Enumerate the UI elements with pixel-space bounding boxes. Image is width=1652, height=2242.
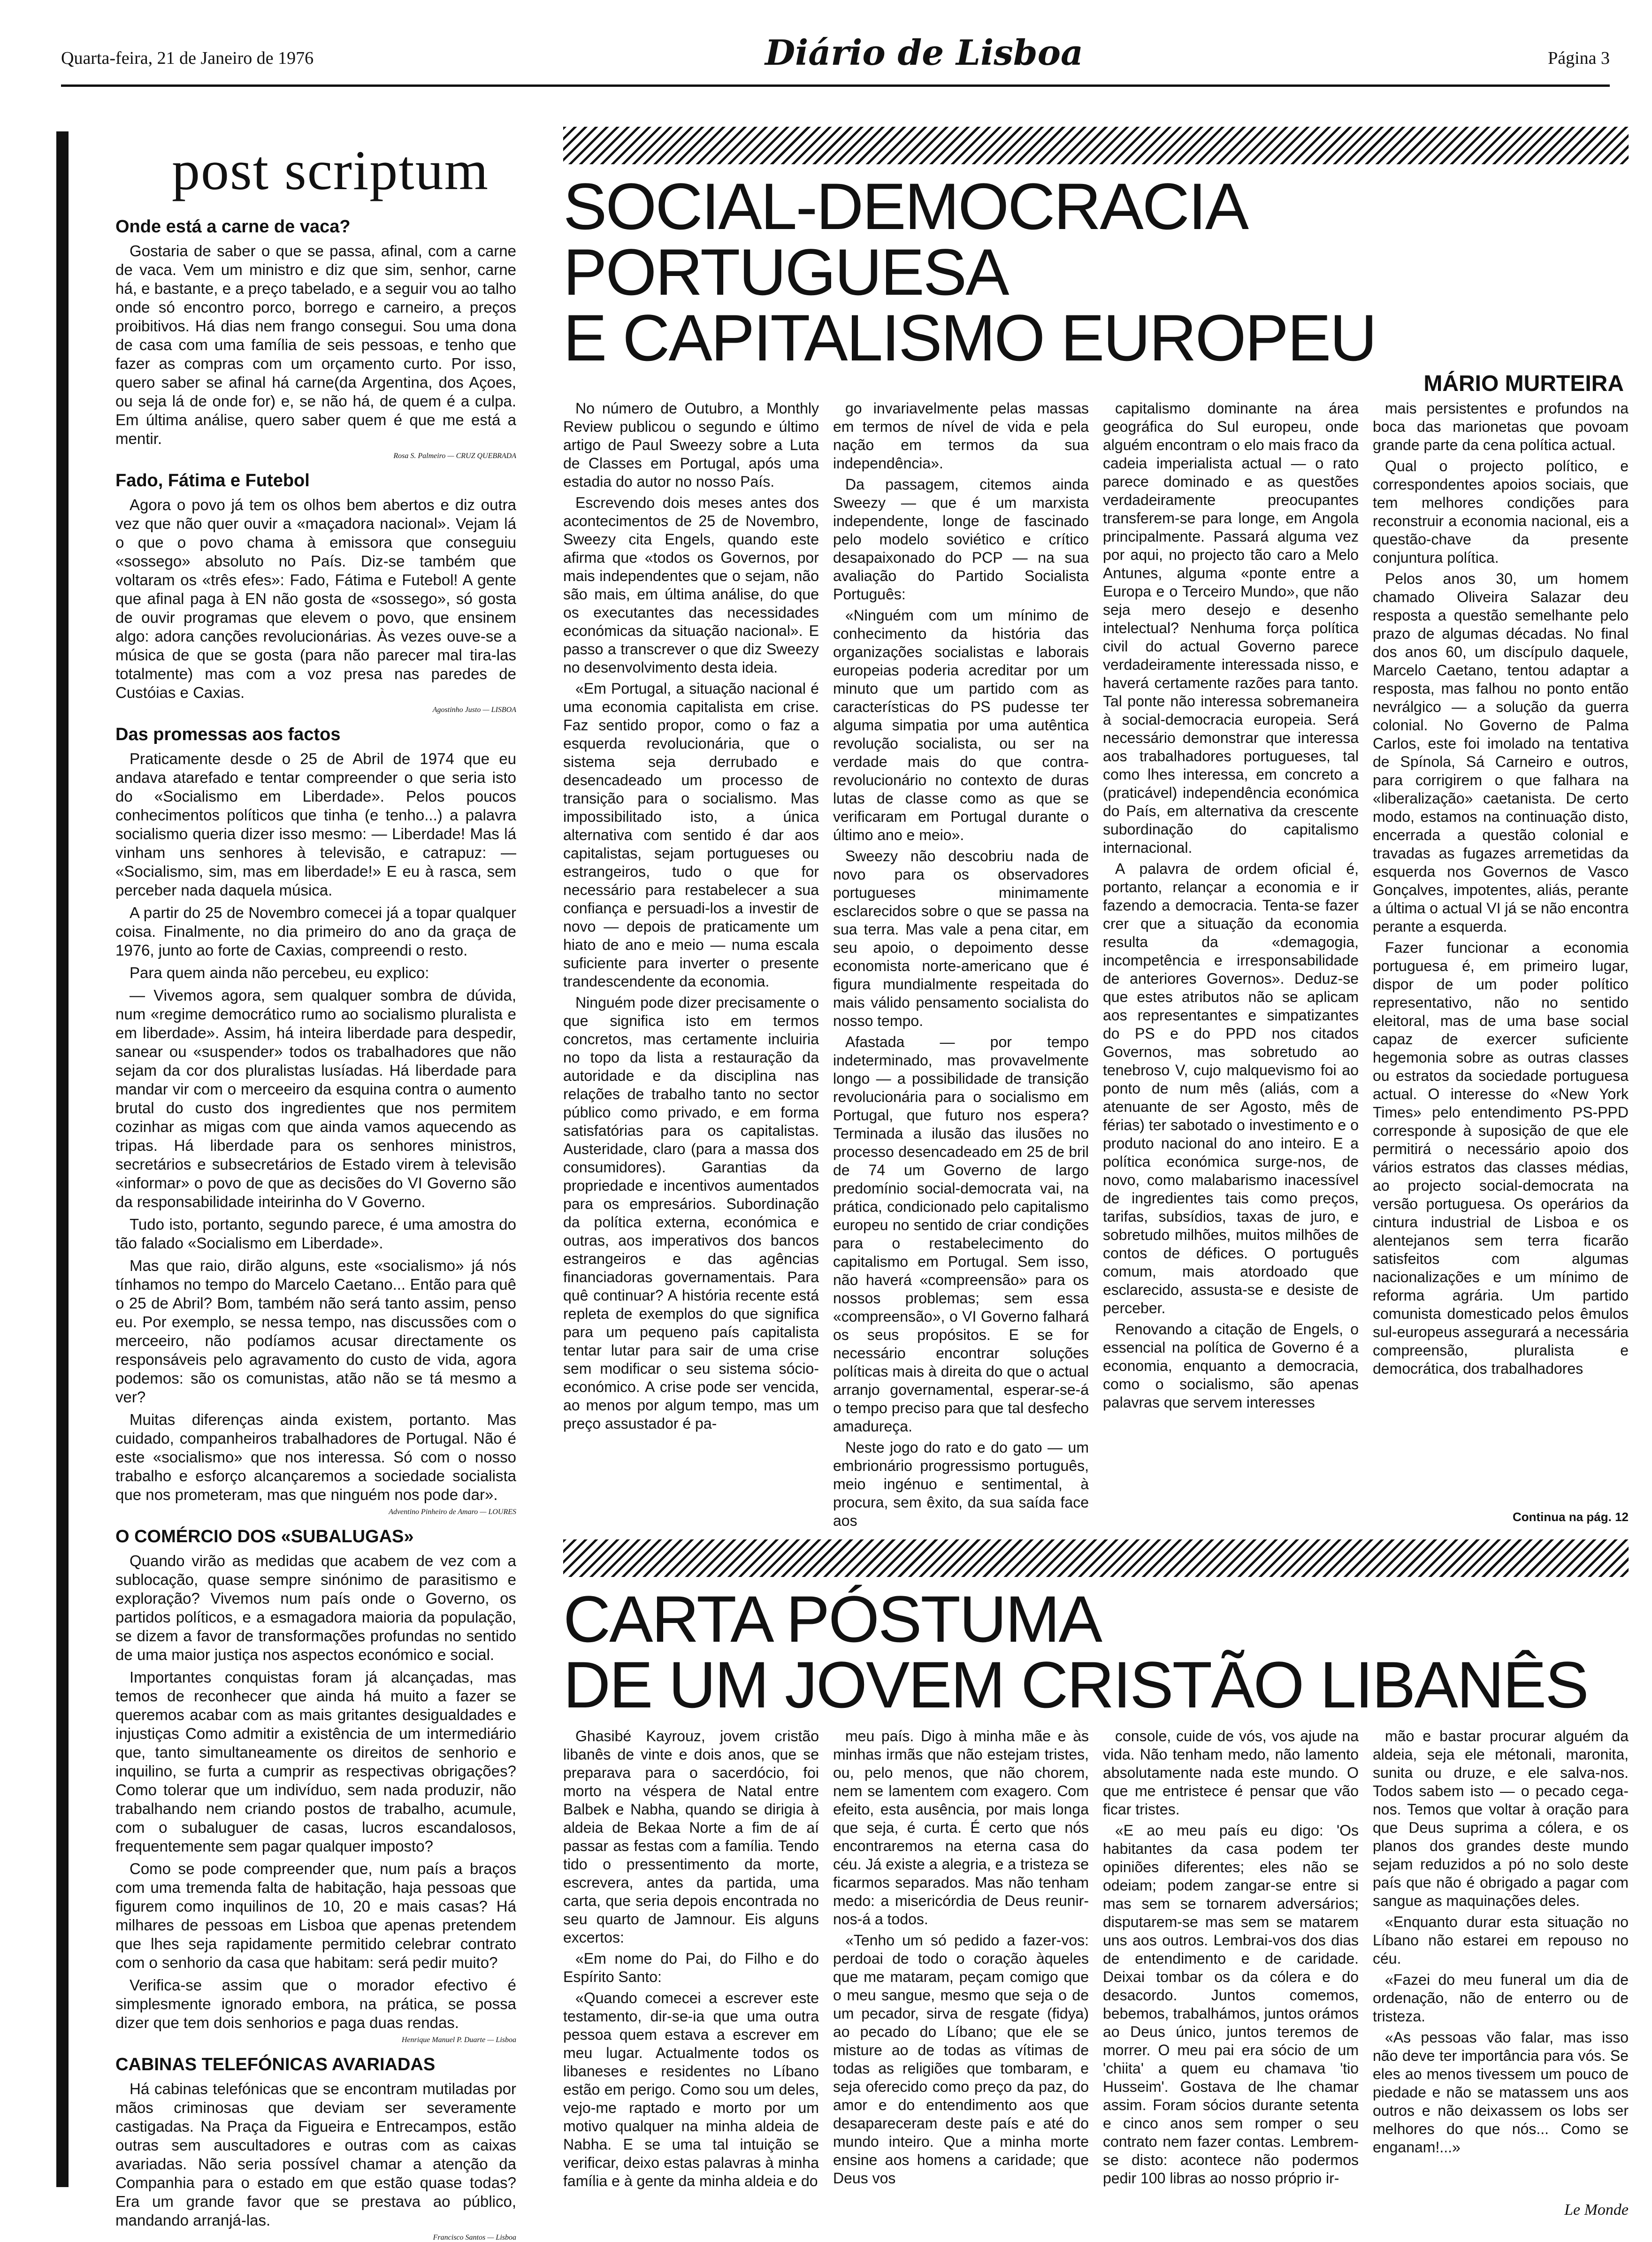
paragraph: Afastada — por tempo indeterminado, mas provavelmente longo — a possibilidade de transição revolucionária para o socialismo em Portugal, que futuro nos espera? Terminada a ilusão das ilusões no processo desencadeado em 25 de bril de 74 um Governo de largo predomínio social-democrata vai, na prática, condicionado pelo capitalismo europeu no sentido de criar condições para o restabelecimento do capitalismo em Portugal. Sem isso, não haverá «compreensão» para os nossos problemas; sem essa «compreensão», o VI Governo falhará os seus propósitos. E se for necessário encontrar soluções políticas mais à direita do que o actual arranjo governamental, esperar-se-á o tempo preciso para que tal desfecho amadureça. [833,1033,1089,1435]
letter-paragraph: — Vivemos agora, sem qualquer sombra de dúvida, num «regime democrático rumo ao socialismo pluralista e em liberdade». Assim, há inteira liberdade para despedir, sanear ou «suspender» todos os trabalhadores que não sejam da cor dos pluralistas lusíadas. Há liberdade para mandar vir com o merceeiro da esquina contra o aumento brutal do custo dos ingredientes que nos permitem cozinhar as migas com que ainda vamos aquecendo as tripas. Há liberdade para os senhores ministros, secretários e subsecretários de Estado virem à televisão «informar» o povo de que as decisões do VI Governo são da responsabilidade inteirinha do V Governo. [115,987,516,1210]
byline: MÁRIO MURTEIRA [1423,371,1624,396]
section-title: post scriptum [172,139,489,201]
post-scriptum-column [56,131,526,2242]
paragraph: «E ao meu país eu digo: 'Os habitantes da casa podem ter opiniões diferentes; eles não se odeiam; podem zangar-se entre si mas sem se tornarem adversários; disputarem-se mas sem se matarem uns aos outros. Lembrai-vos dos dias de entendimento e de caridade. Deixai tombar os da cólera e do desacordo. Juntos comemos, bebemos, trabalhámos, juntos orámos ao Deus único, juntos teremos de morrer. O meu pai era sócio de um 'chiita' a quem eu chamava 'tio Husseim'. Gostava de lhe chamar assim. Foram sócios durante setenta e cinco anos sem romper o seu contrato nem fazer contas. Lembrem-se disto: acontece não podermos pedir 100 libras ao nosso próprio ir- [1103,1822,1359,2187]
letter-heading: Onde está a carne de vaca? [115,217,351,237]
letter-paragraph: Mas que raio, dirão alguns, este «socialismo» já nós tínhamos no tempo do Marcelo Caetano... Então para quê o 25 de Abril? Bom, também não será tanto assim, penso eu. Por exemplo, se nessa tempo, nas discussões com o merceeiro, não podíamos acusar directamente os responsáveis pelo agravamento do custo de vida, agora podemos: são os comunistas, atão não se tá mesmo a ver? [115,1257,516,1406]
paragraph: Neste jogo do rato e do gato — um embrionário progressismo português, meio ingénuo e sentimental, à procura, sem êxito, da sua saída face aos [833,1439,1089,1529]
headline-line: PORTUGUESA [563,235,1008,309]
article-source: Le Monde [1564,2201,1629,2219]
paragraph: Ghasibé Kayrouz, jovem cristão libanês de vinte e dois anos, que se preparava para o sacerdócio, foi morto na véspera de Natal entre Balbek e Nabha, quando se dirigia à aldeia de Bekaa Norte a fim de aí passar as festas com a família. Tendo tido o pressentimento da morte, escrevera, antes da partida, uma carta, que seria depois encontrada no seu quarto de Jamnour. Eis alguns excertos: [563,1728,819,1946]
letter-paragraph: Verifica-se assim que o morador efectivo é simplesmente ignorado embora, na prática, se possa dizer que tem dois senhorios e paga duas rendas. [115,1976,516,2031]
article-headline [563,169,1629,375]
letter-paragraph: Tudo isto, portanto, segundo parece, é uma amostra do tão falado «Socialismo em Liberdade». [115,1216,516,1252]
paragraph: console, cuide de vós, vos ajude na vida. Não tenham medo, não lamento absolutamente nada este mundo. O que me entristece é pensar que vão ficar tristes. [1103,1728,1359,1818]
paragraph: meu país. Digo à minha mãe e às minhas irmãs que não estejam tristes, ou, pelo menos, que não chorem, nem se lamentem com exagero. Com efeito, esta ausência, por mais longa que seja, é curta. É certo que nós encontraremos na eterna casa do céu. Já existe a alegria, e a tristeza se ficarmos separados. Mas não tenham medo: a misericórdia de Deus reunir-nos-á a todos. [833,1728,1089,1928]
letter-paragraph: Há cabinas telefónicas que se encontram mutiladas por mãos criminosas que deviam ser severamente castigadas. Na Praça da Figueira e Entrecampos, estão outras sem auscultadores e outras com as caixas avariadas. Não seria possível chamar a atenção da Companhia para o estado em que estão quase todas? Era um grande favor que se prestava ao público, mandando arranjá-las. [115,2080,516,2229]
letter-heading: CABINAS TELEFÓNICAS AVARIADAS [115,2055,436,2074]
paragraph: mão e bastar procurar alguém da aldeia, seja ele métonali, maronita, sunita ou druze, e ele salva-nos. Todos sabem isto — o pecado cega-nos. Temos que voltar à oração para que Deus suprima a cólera, e os planos dos grandes deste mundo sejam reduzidos a pó no solo deste país que não é obrigado a pagar com sangue as maquinações deles. [1373,1728,1629,1909]
paragraph: «Tenho um só pedido a fazer-vos: perdoai de todo o coração àqueles que me mataram, peçam comigo que o meu sangue, mesmo que seja o de um pecador, sirva de resgate (fidya) ao pecado do Líbano; que ele se misture ao de todas as vítimas de todas as religiões que tombaram, e seja oferecido como preço da paz, do amor e do entendimento aos que desapareceram deste país e até do mundo inteiro. Que a minha morte ensine aos homens a caridade; que Deus vos [833,1932,1089,2187]
letter-paragraph: Como se pode compreender que, num país a braços com uma tremenda falta de habitação, haja pessoas que figurem como inquilinos de 10, 20 e mais casas? Há milhares de pessoas em Lisboa que apenas pretendem que lhes seja rapidamente permitido celebrar contrato com o senhorio da casa que habitam: será pedir muito? [115,1860,516,1971]
article-headline [563,1582,1629,1722]
letter-paragraph: Muitas diferenças ainda existem, portanto. Mas cuidado, companheiros trabalhadores de Portugal. Não é este «socialismo» que nos interessa. Só com o nosso trabalho e esforço alcançaremos a sociedade socialista que nos prometeram, mas que ninguém nos pode dar». [115,1411,516,1503]
letter-signature: Agostinho Justo — LISBOA [432,706,516,714]
paragraph: «As pessoas vão falar, mas isso não deve ter importância para vós. Se eles ao menos tivessem um pouco de piedade e não se matassem uns aos outros e não deixassem os lobs ser melhores do que nós... Como se enganam!...» [1373,2029,1629,2156]
paragraph: capitalismo dominante na área geográfica do Sul europeu, onde alguém encontram o elo mais fraco da cadeia imperialista actual — o rato parece dominado e as questões verdadeiramente preocupantes transferem-se para longe, em Angola principalmente. Passará alguma vez por aqui, no projecto tão caro a Melo Antunes, alguma «ponte entre a Europa e o Terceiro Mundo», que não seja mero desejo e desenho intelectual? Nenhuma força política civil do actual Governo parece verdadeiramente interessada nisso, e haverá certamente razões para tanto. Tal ponte não interessa sobremaneira à social-democracia europeia. Será necessário demonstrar que interessa aos trabalhadores portugueses, tal como lhes interessa, em concreto a (praticável) independência económica do País, em alternativa da crescente subordinação do capitalismo internacional. [1103,400,1359,856]
letter-heading: Das promessas aos factos [115,725,341,744]
paragraph: Sweezy não descobriu nada de novo para os observadores portugueses minimamente esclarecidos sobre o que se passa na sua terra. Mas vale a pena citar, em seu apoio, o depoimento desse economista norte-americano que é figura mundialmente respeitada do mais válido pensamento socialista do nosso tempo. [833,848,1089,1029]
paragraph: A palavra de ordem oficial é, portanto, relançar a economia e ir fazendo a democracia. Tenta-se fazer crer que a situação da economia resulta da «demagogia, incompetência e irresponsabilidade de anteriores Governos». Deduz-se que estes atributos não se aplicam aos representantes e simpatizantes do PS e do PPD nos citados Governos, mas sobretudo ao tenebroso V, cujo malquevismo foi ao ponto de num mês (aliás, com a atenuante de ser Agosto, mês de férias) ter sabotado o investimento e o produto nacional do ano inteiro. E a política económica surge-nos, de novo, como malabarismo inacessível de ingredientes tais como preços, tarifas, subsídios, taxas de juro, e sobretudo milhões, muitos milhões de contos de défices. O português comum, mais atordoado que esclarecido, assusta-se e desiste de perceber. [1103,860,1359,1316]
paragraph: «Fazei do meu funeral um dia de ordenação, não de enterro ou de tristeza. [1373,1971,1629,2025]
letter-signature: Henrique Manuel P. Duarte — Lisboa [401,2036,516,2044]
letter-heading: O COMÉRCIO DOS «SUBALUGAS» [115,1527,414,1546]
text-column [833,399,1089,1529]
letter-paragraph: Gostaria de saber o que se passa, afinal, com a carne de vaca. Vem um ministro e diz que sim, senhor, carne há, e bastante, e a preço tabelado, e a seguir vou ao talho onde só encontro porco, borrego e carneiro, a preços proibitivos. Há dias nem frango consegui. Sou uma dona de casa com uma família de seis pessoas, e tenho que fazer as compras com um orçamento curto. Por isso, quero saber se afinal há carne(da Argentina, dos Açoes, ou seja lá de onde for) e, se não há, de quem é a culpa. Em última análise, quero saber quem é que me está a mentir. [115,242,516,447]
paragraph: Ninguém pode dizer precisamente o que significa isto em termos concretos, mas certamente incluiria no topo da lista a restauração da autoridade e da disciplina nas relações de trabalho tanto no sector público como privado, e em forma satisfatórias para os capitalistas. Austeridade, claro (para a massa dos consumidores). Garantias da propriedade e incentivos aumentados para os empresários. Subordinação da política externa, económica e outras, aos imperativos dos bancos estrangeiros e das agências financiadoras governamentais. Para quê continuar? A história recente está repleta de exemplos do que significa para um pequeno país capitalista tentar lutar para sair de uma crise sem modificar o seu sistema sócio-económico. A crise pode ser vencida, ao menos por algum tempo, mas um preço assustador é pa- [563,994,819,1432]
paragraph: go invariavelmente pelas massas em termos de nível de vida e pela nação em termos da sua independência». [833,400,1089,472]
letter-paragraph: Agora o povo já tem os olhos bem abertos e diz outra vez que não quer ouvir a «maçadora nacional». Vejam lá o que o povo chama à emissora que conseguiu «sossego» absoluto no País. Diz-se também que voltaram os «três efes»: Fado, Fátima e Futebol! A gente que afinal paga à EN não gosta de «sossego», só gosta de ouvir programas que elevem o povo, que ensinem algo: adora canções revolucionárias. Às vezes ouve-se a música de que se gosta (para não parecer mal tira-las totalmente) mas com a voz presa nas paredes de Custóias e Caxias. [115,496,516,701]
text-column [1103,399,1359,1507]
continued-note: Continua na pág. 12 [1512,1510,1629,1524]
letter-signature: Francisco Santos — Lisboa [433,2234,516,2242]
page-number: Página 3 [1548,48,1610,68]
article-social-democracia [563,127,1629,1529]
headline-line: SOCIAL-DEMOCRACIA [563,169,1248,243]
paragraph: Escrevendo dois meses antes dos acontecimentos de 25 de Novembro, Sweezy cita Engels, quando este afirma que «todos os Governos, por mais independentes que o sejam, não são mais, em última análise, do que os executantes das necessidades económicas da situação nacional». E passo a transcrever o que diz Sweezy no desenvolvimento desta ideia. [563,494,819,676]
paragraph: «Quando comecei a escrever este testamento, dir-se-ia que uma outra pessoa quem estava a escrever em meu lugar. Actualmente todos os libaneses e residentes no Líbano estão em perigo. Como sou um deles, vejo-me raptado e morto por um motivo qualquer na minha aldeia de Nabha. E se uma tal intuição se verificar, deixo estas palavras à minha família e à gente da minha aldeia e do [563,1989,819,2189]
paragraph: mais persistentes e profundos na boca das marionetas que povoam grande parte da cena política actual. [1373,400,1629,453]
letter-signature: Rosa S. Palmeiro — CRUZ QUEBRADA [393,452,516,460]
letter-paragraph: Praticamente desde o 25 de Abril de 1974 que eu andava atarefado e tentar compreender o que seria isto do «Socialismo em Liberdade». Pelos poucos conhecimentos políticos que tinha (e tenho...) a palavra socialismo queria dizer isso mesmo: — Liberdade! Mas lá vinham uns senhores à televisão, e catrapuz: — «Socialismo, sim, mas em liberdade!» E eu à rasca, sem perceber nada daquela música. [115,750,516,899]
letter-paragraph: A partir do 25 de Novembro comecei já a topar qualquer coisa. Finalmente, no dia primeiro do ano da graça de 1976, junto ao forte de Caxias, compreendi o resto. [115,904,516,959]
article-carta-postuma [563,1539,1629,2219]
letter-paragraph: Para quem ainda não percebeu, eu explico: [130,964,429,981]
text-column [833,1727,1089,2196]
paragraph: «Enquanto durar esta situação no Líbano não estarei em repouso no céu. [1373,1913,1629,1967]
article-columns [563,1727,1629,2196]
paragraph: «Em nome do Pai, do Filho e do Espírito Santo: [563,1950,819,1985]
text-column [1373,1727,1629,2196]
masthead: Diário de Lisboa [765,33,1083,73]
paragraph: No número de Outubro, a Monthly Review publicou o segundo e último artigo de Paul Sweezy sobre a Luta de Classes em Portugal, após uma estadia do autor no nosso País. [563,400,819,490]
paragraph: «Ninguém com um mínimo de conhecimento da história das organizações socialistas e laborais europeias poderia acreditar por um minuto que um partido com as características do PS pudesse ter alguma simpatia por uma autêntica revolução socialista, ou ser na verdade mais do que contra-revolucionário no contexto de duras lutas de classe como as que se verificaram em Portugal durante o último ano e meio». [833,607,1089,843]
hatch-bar [563,1539,1629,1577]
text-column [563,399,819,1507]
paragraph: Fazer funcionar a economia portuguesa é, em primeiro lugar, dispor de um poder político representativo, não no sentido eleitoral, mas de uma base social capaz de exercer suficiente hegemonia sobre as outras classes ou estratos da sociedade portuguesa actual. O interesse do «New York Times» pelo entendimento PS-PPD corresponde à suposição de que ele permitirá o necessário apoio dos vários estratos das classes médias, ao projecto social-democrata na versão portuguesa. Os operários da cintura industrial de Lisboa e os alentejanos sem terra ficarão satisfeitos com algumas nacionalizações e um mínimo de reforma agrária. Um partido comunista domesticado pelos êmulos sul-europeus assegurará a necessária compreensão, pluralista e democrática, dos trabalhadores [1373,939,1629,1377]
letter-paragraph: Quando virão as medidas que acabem de vez com a sublocação, quase sempre sinónimo de parasitismo e exploração? Vivemos num país onde o Governo, os partidos políticos, e a esmagadora maioria da população, se dizem a favor de transformações profundas no sentido de uma maior justiça nos aspectos económico e social. [115,1552,516,1663]
paragraph: «Em Portugal, a situação nacional é uma economia capitalista em crise. Faz sentido propor, como o faz a esquerda revolucionária, que o sistema seja derrubado e desencadeado um processo de transição para o socialismo. Mas impossibilitado isto, a única alternativa com sentido é dar aos capitalistas, sejam portugueses ou estrangeiros, tudo o que for necessário para restabelecer a sua confiança e persuadi-los a investir de novo — depois de praticamente um hiato de ano e meio — numa escala suficiente para inverter o presente trandescendente da economia. [563,680,819,990]
letter-signature: Adventino Pinheiro de Amaro — LOURES [389,1508,516,1516]
letter-paragraph: Importantes conquistas foram já alcançadas, mas temos de reconhecer que ainda há muito a fazer se queremos acabar com as mais gritantes desigualdades e injustiças Como admitir a existência de um intermediário que, tanto simultaneamente os direitos de senhorio e inquilino, se furta a cumprir as respectivas obrigações? Como tolerar que um indivíduo, sem nada produzir, não trabalhando nem criando postos de trabalho, acumule, com o subaluguer de casas, lucros escandalosos, frequentemente sem pagar qualquer imposto? [115,1668,516,1855]
page-header [61,19,1610,87]
paragraph: Pelos anos 30, um homem chamado Oliveira Salazar deu resposta a questão semelhante pelo prazo de algumas décadas. No final dos anos 60, um discípulo daquele, Marcelo Caetano, tentou adaptar a resposta, mas falhou no ponto então nevrálgico — a solução da guerra colonial. No Governo de Palma Carlos, este foi imolado na tentativa de Spínola, Sá Carneiro e outros, para corrigirem o que falhara na «liberalização» caetanista. De certo modo, estamos na continuação disto, encerrada a questão colonial e travadas as fugazes arremetidas da esquerda nos Governos de Vasco Gonçalves, impotentes, aliás, perante a última o actual VI já se não encontra perante a esquerda. [1373,570,1629,935]
text-column [1373,399,1629,1507]
paragraph: Renovando a citação de Engels, o essencial na política de Governo é a economia, enquanto a democracia, como o socialismo, são apenas palavras que servem interesses [1103,1321,1359,1411]
hatch-bar [563,127,1629,164]
letters-list [87,217,526,2242]
paragraph: Qual o projecto político, e correspondentes apoios sociais, que tem melhores condições para reconstruir a economia nacional, eis a questão-chave da presente conjuntura política. [1373,458,1629,566]
issue-date: Quarta-feira, 21 de Janeiro de 1976 [61,48,314,68]
text-column [563,1727,819,2196]
paragraph: Da passagem, citemos ainda Sweezy — que é um marxista independente, longe de fascinado pelo modelo soviético e crítico desapaixonado do PCP — na sua avaliação do Partido Socialista Português: [833,476,1089,603]
letter-heading: Fado, Fátima e Futebol [115,471,310,490]
headline-line: CARTA PÓSTUMA [563,1582,1101,1656]
headline-line: E CAPITALISMO EUROPEU [563,301,1376,375]
text-column [1103,1727,1359,2196]
headline-line: DE UM JOVEM CRISTÃO LIBANÊS [563,1648,1588,1722]
